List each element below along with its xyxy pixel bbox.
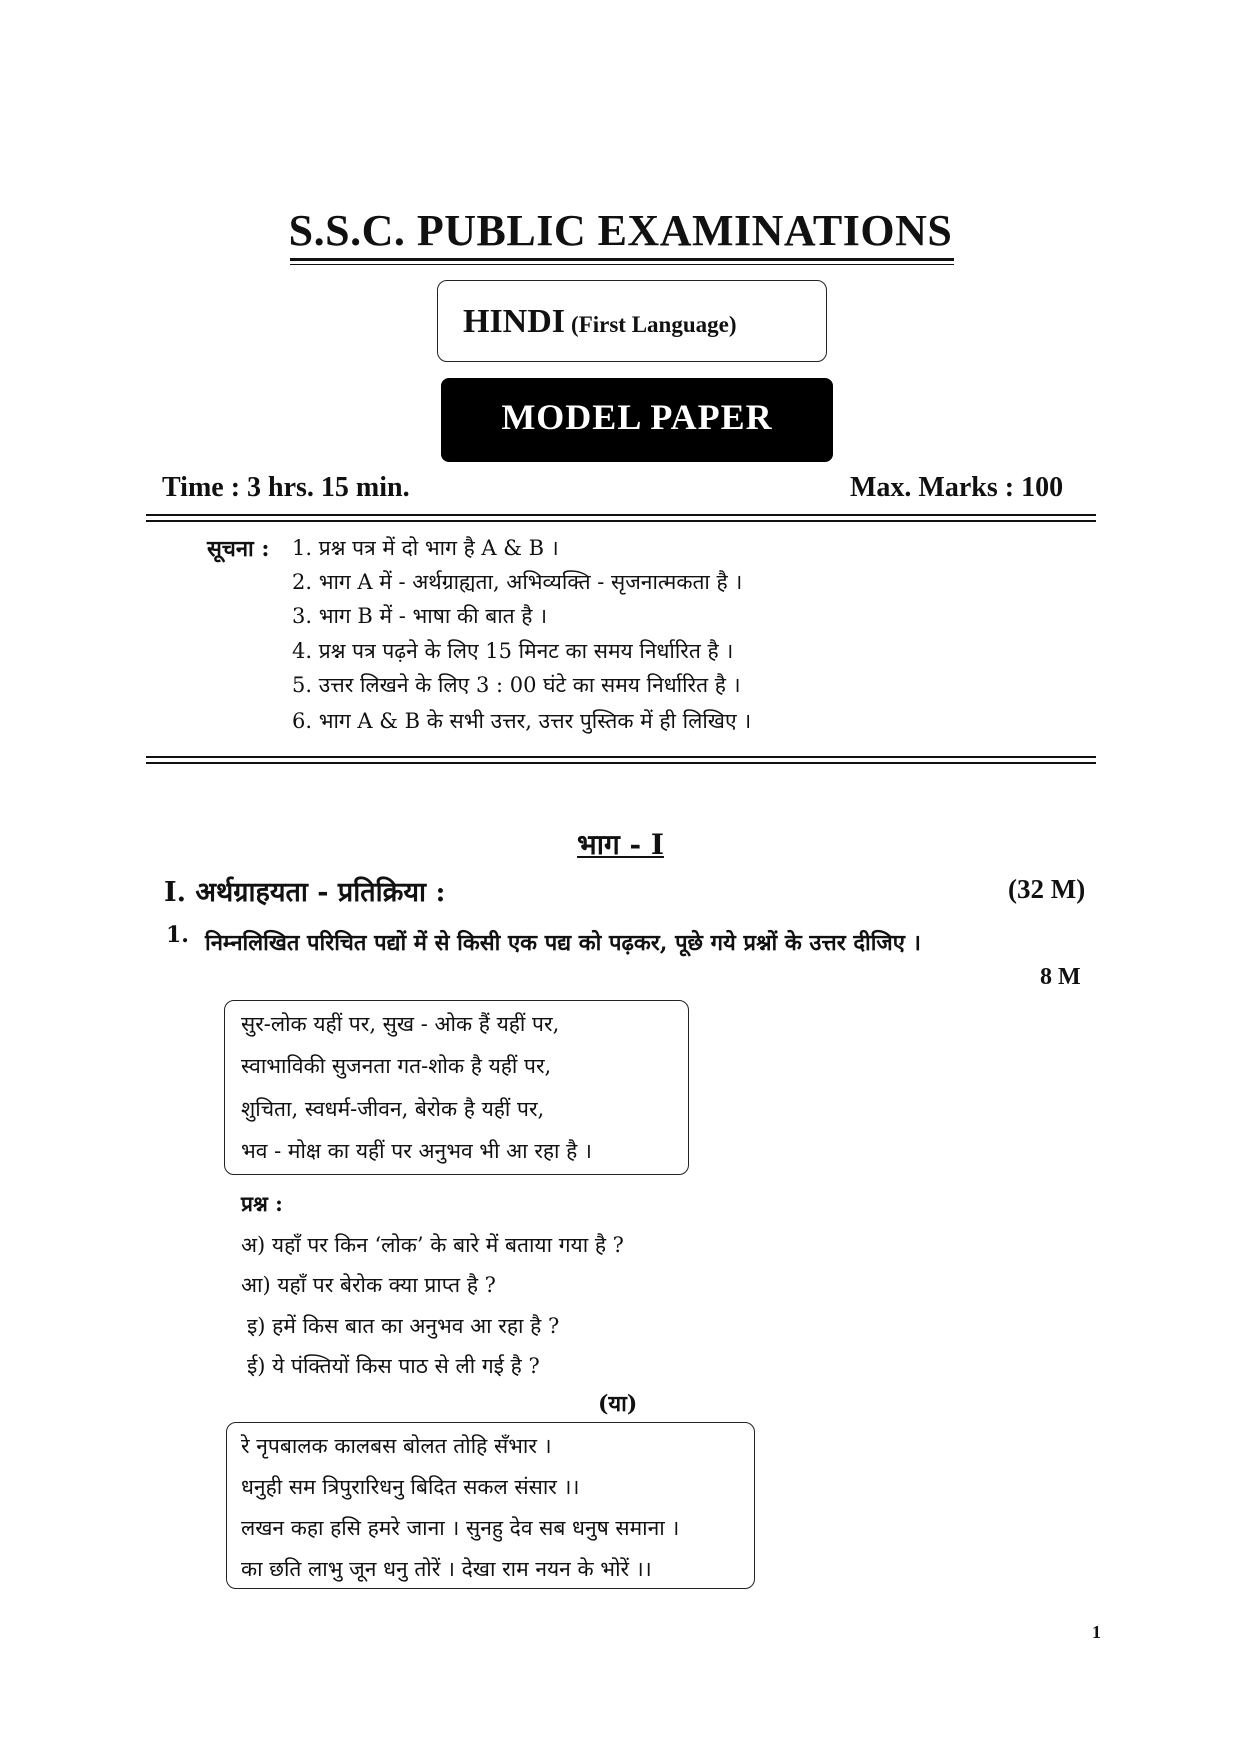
subject-label — [463, 303, 737, 341]
subject-note: (First Language) — [571, 312, 737, 337]
poem1-line: स्वाभाविकी सुजनता गत-शोक है यहीं पर, — [241, 1054, 552, 1078]
poem2-line: लखन कहा हसि हमरे जाना । सुनहु देव सब धनुष समाना । — [241, 1516, 680, 1540]
title-underline-bottom — [290, 264, 954, 265]
title-underline-top — [290, 258, 954, 261]
divider-top-1 — [146, 514, 1096, 516]
instruction-item: 3. भाग B में - भाषा की बात है । — [292, 604, 548, 628]
poem2-line: रे नृपबालक कालबस बोलत तोहि सँभार । — [241, 1434, 552, 1458]
question-number: 1. — [166, 922, 189, 948]
instruction-item: 6. भाग A & B के सभी उत्तर, उत्तर पुस्तिक में ही लिखिए । — [292, 709, 752, 733]
poem2-line: धनुही सम त्रिपुरारिधनु बिदित सकल संसार ।। — [241, 1475, 580, 1499]
time-label: Time : 3 hrs. 15 min. — [162, 472, 410, 503]
sub-question: ई) ये पंक्तियों किस पाठ से ली गई है ? — [247, 1354, 540, 1378]
sub-question: अ) यहाँ पर किन ‘लोक’ के बारे में बताया गया है ? — [241, 1233, 624, 1257]
instruction-item: 4. प्रश्न पत्र पढ़ने के लिए 15 मिनट का समय निर्धारित है । — [292, 639, 734, 663]
poem2-line: का छति लाभु जून धनु तोरें । देखा राम नयन के भोरें ।। — [241, 1557, 652, 1581]
or-label: (या) — [598, 1391, 638, 1417]
question-marks: 8 M — [1040, 964, 1081, 990]
divider-bottom-1 — [146, 756, 1096, 758]
poem1-line: भव - मोक्ष का यहीं पर अनुभव भी आ रहा है । — [241, 1139, 592, 1163]
question-text: निम्नलिखित परिचित पद्यों में से किसी एक पद्य को पढ़कर, पूछे गये प्रश्नों के उत्तर दीजिए । — [205, 930, 921, 956]
divider-top-2 — [146, 520, 1096, 522]
part-heading: भाग - I — [577, 828, 664, 861]
instruction-item: 5. उत्तर लिखने के लिए 3 : 00 घंटे का समय निर्धारित है । — [292, 673, 741, 697]
poem1-line: सुर-लोक यहीं पर, सुख - ओक हैं यहीं पर, — [241, 1012, 560, 1036]
instruction-item: 2. भाग A में - अर्थग्राह्यता, अभिव्यक्ति - सृजनात्मकता है । — [292, 570, 743, 594]
questions-label: प्रश्न : — [241, 1191, 283, 1216]
instructions-label: सूचना : — [207, 536, 270, 562]
poem1-line: शुचिता, स्वधर्म-जीवन, बेरोक है यहीं पर, — [241, 1097, 545, 1121]
page-number: 1 — [1092, 1622, 1101, 1642]
divider-bottom-2 — [146, 762, 1096, 764]
subject-name: HINDI — [463, 303, 566, 340]
section-heading: I. अर्थग्राहयता - प्रतिक्रिया : — [164, 877, 446, 908]
instruction-item: 1. प्रश्न पत्र में दो भाग है A & B । — [292, 536, 559, 560]
model-paper-label: MODEL PAPER — [501, 397, 773, 437]
section-marks: (32 M) — [1008, 874, 1086, 904]
sub-question: आ) यहाँ पर बेरोक क्या प्राप्त है ? — [241, 1273, 496, 1297]
sub-question: इ) हमें किस बात का अनुभव आ रहा है ? — [247, 1314, 560, 1338]
max-marks-label: Max. Marks : 100 — [850, 472, 1064, 503]
page-title: S.S.C. PUBLIC EXAMINATIONS — [288, 206, 953, 255]
